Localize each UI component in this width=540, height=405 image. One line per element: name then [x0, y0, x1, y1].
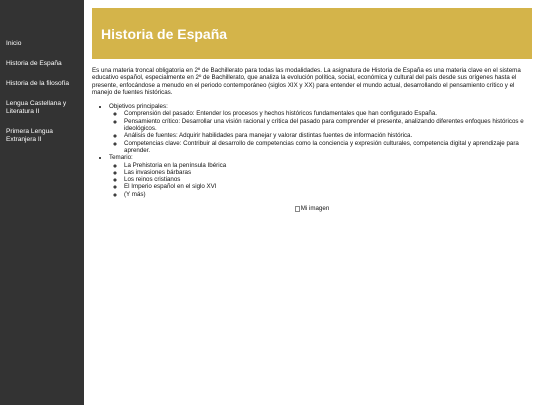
objectives-list: [109, 110, 532, 154]
objective-item: ◦ Competencias clave: Contribuir al desarrollo de competencias como la conciencia y expresión culturales, competencia digital y aprendizaje para aprender.: [124, 140, 532, 155]
objective-item: ◦ Pensamiento crítico: Desarrollar una visión racional y crítica del pasado para comprender el presente, analizando diferentes enfoques históricos e ideológicos.: [124, 118, 532, 133]
image-alt-text: Mi imagen: [300, 205, 330, 213]
sidebar-item-primera-lengua[interactable]: [0, 128, 84, 144]
syllabus-title: Temario:: [109, 154, 133, 162]
syllabus-topic: ◦ Los reinos cristianos: [124, 176, 532, 183]
objectives-title: Objetivos principales:: [109, 103, 168, 111]
main-area: [84, 0, 540, 405]
sidebar-link-lengua-castellana[interactable]: Lengua Castellana y Literatura II: [6, 100, 67, 115]
outer-list: [92, 103, 532, 198]
content: [92, 67, 532, 214]
syllabus-topic: ◦ El Imperio español en el siglo XVI: [124, 183, 532, 190]
page-title: Historia de España: [101, 26, 228, 42]
sidebar-link-historia-filosofia[interactable]: Historia de la filosofía: [6, 80, 70, 87]
sidebar-nav: [0, 36, 84, 144]
sidebar-item-historia-filosofia[interactable]: [0, 80, 84, 88]
page-header: [92, 8, 532, 59]
syllabus-item: [109, 154, 532, 198]
objective-item: ◦ Análisis de fuentes: Adquirir habilidades para manejar y valorar distintas fuentes de información histórica.: [124, 132, 532, 139]
objective-item: ◦ Comprensión del pasado: Entender los procesos y hechos históricos fundamentales que han configurado España.: [124, 110, 532, 117]
image-container: [92, 205, 532, 214]
sidebar-link-historia-espana[interactable]: Historia de España: [6, 60, 62, 67]
syllabus-list: [109, 162, 532, 198]
intro-paragraph: Es una materia troncal obligatoria en 2º de Bachillerato para todas las modalidades. La asignatura de Historia de España es una materia clave en el sistema educativo español, especialmente en 2º de Bachillerato, que analiza la evolución política, social, económica y cultural del país desde sus orígenes hasta el presente, enfocándose a menudo en el periodo contemporáneo (siglos XIX y XX) para entender el mundo actual, desarrollando el pensamiento crítico y el manejo de fuentes históricas.: [92, 67, 521, 96]
syllabus-topic: ◦ Las invasiones bárbaras: [124, 169, 532, 176]
syllabus-topic: ◦ La Prehistoria en la península Ibérica: [124, 162, 532, 169]
broken-image: [295, 205, 330, 212]
broken-image-icon: [295, 206, 300, 212]
sidebar-link-primera-lengua[interactable]: Primera Lengua Extranjera II: [6, 128, 53, 143]
sidebar-item-inicio[interactable]: [0, 40, 84, 48]
objectives-item: [109, 103, 532, 154]
sidebar: [0, 0, 84, 405]
sidebar-item-historia-espana[interactable]: [0, 60, 84, 68]
sidebar-item-lengua-castellana[interactable]: [0, 100, 84, 116]
sidebar-link-inicio[interactable]: Inicio: [6, 40, 22, 47]
syllabus-topic: ◦ (Y más): [124, 191, 532, 198]
